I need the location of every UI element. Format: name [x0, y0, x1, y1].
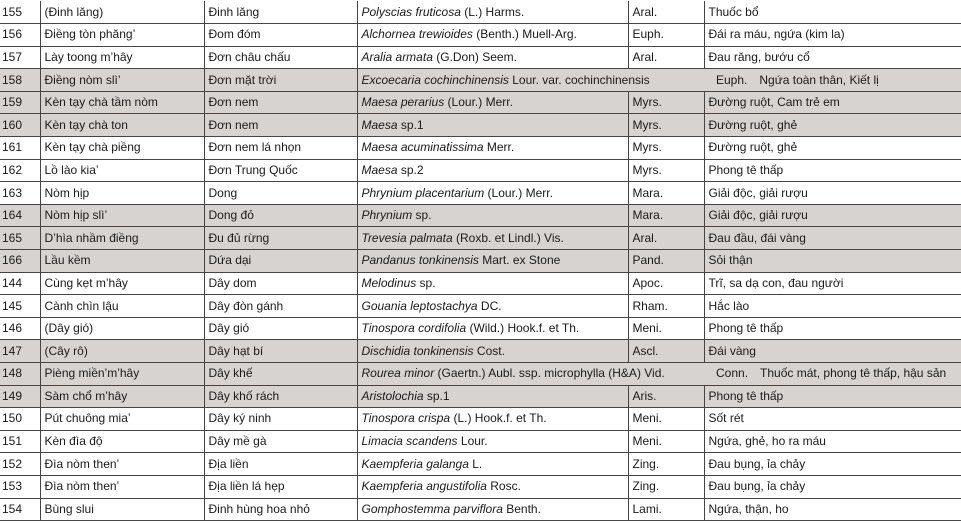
species-name: Maesa perarius	[361, 95, 445, 110]
species-author: (Roxb. et Lindl.) Vis.	[452, 230, 564, 245]
family: Myrs.	[628, 159, 704, 182]
vietnamese-name: Đinh lăng	[204, 1, 357, 24]
species-name: Dischidia tonkinensis	[361, 343, 474, 358]
species-author: sp.	[416, 275, 436, 290]
scientific-name	[357, 317, 628, 340]
scientific-name	[357, 159, 628, 182]
vietnamese-name: Dứa dại	[204, 250, 357, 273]
scientific-name	[357, 272, 628, 295]
table-row	[0, 498, 961, 521]
table-row	[0, 159, 961, 182]
medicinal-use: Đau bụng, ỉa chảy	[704, 453, 961, 476]
species-author: Benth.	[502, 501, 541, 516]
local-name: Nòm hịp	[40, 182, 204, 205]
vietnamese-name: Dây ký ninh	[204, 408, 357, 431]
scientific-name	[357, 475, 628, 498]
scientific-name	[357, 1, 628, 24]
species-author: Rosc.	[486, 479, 521, 494]
plant-table	[0, 1, 961, 521]
row-number: 150	[0, 408, 40, 431]
scientific-name	[357, 182, 628, 205]
vietnamese-name: Dây hạt bí	[204, 340, 357, 363]
table-row	[0, 24, 961, 47]
medicinal-use: Hắc lào	[704, 295, 961, 318]
vietnamese-name: Địa liền lá hẹp	[204, 475, 357, 498]
family: Euph.	[628, 24, 704, 47]
species-author: (Gaertn.) Aubl. ssp. microphylla (H&A) Vid.	[434, 366, 665, 381]
species-name: Trevesia palmata	[361, 230, 453, 245]
scientific-name	[357, 137, 628, 160]
row-number: 144	[0, 272, 40, 295]
scientific-name	[357, 24, 628, 47]
local-name: Pút chuông mia’	[40, 408, 204, 431]
medicinal-use: Đau bụng, ỉa chảy	[704, 475, 961, 498]
medicinal-use: Đau răng, bướu cổ	[704, 46, 961, 69]
row-number: 155	[0, 1, 40, 24]
row-number: 154	[0, 498, 40, 521]
species-author: (Benth.) Muell-Arg.	[472, 27, 577, 42]
species-name: Phrynium placentarium	[361, 185, 485, 200]
vietnamese-name: Đơn nem lá nhọn	[204, 137, 357, 160]
scientific-name	[357, 69, 704, 92]
table-row	[0, 204, 961, 227]
row-number: 158	[0, 69, 40, 92]
medicinal-use: Đái vàng	[704, 340, 961, 363]
local-name: Cùng kẹt m’hây	[40, 272, 204, 295]
vietnamese-name: Đinh hùng hoa nhỏ	[204, 498, 357, 521]
species-author: Lour. var. cochinchinensis	[508, 72, 650, 87]
medicinal-use: Đường ruột, ghẻ	[704, 137, 961, 160]
vietnamese-name: Dong	[204, 182, 357, 205]
family: Pand.	[628, 250, 704, 273]
medicinal-use: Giải độc, giải rượu	[704, 182, 961, 205]
scientific-name	[357, 46, 628, 69]
species-name: Rourea minor	[361, 366, 435, 381]
scientific-name	[357, 250, 628, 273]
local-name: Lồ lào kia’	[40, 159, 204, 182]
scientific-name	[357, 114, 628, 137]
table-row	[0, 1, 961, 24]
scientific-name	[357, 295, 628, 318]
row-number: 164	[0, 204, 40, 227]
row-number: 147	[0, 340, 40, 363]
medicinal-use: Phong tê thấp	[704, 317, 961, 340]
medicinal-use: Ngứa toàn thân, Kiết lị	[759, 72, 879, 87]
row-number: 145	[0, 295, 40, 318]
local-name: Điềng nòm slì’	[40, 69, 204, 92]
row-number: 160	[0, 114, 40, 137]
scientific-name	[357, 498, 628, 521]
species-name: Aristolochia	[361, 388, 424, 403]
table-row	[0, 250, 961, 273]
species-author: (L.) Hook.f. et Th.	[450, 411, 547, 426]
row-number: 149	[0, 385, 40, 408]
family: Myrs.	[628, 114, 704, 137]
species-name: Kaempferia angustifolia	[361, 479, 487, 494]
species-name: Polyscias fruticosa	[361, 4, 461, 19]
species-name: Gomphostemma parviflora	[361, 501, 503, 516]
vietnamese-name: Đu đủ rừng	[204, 227, 357, 250]
row-number: 148	[0, 363, 40, 386]
species-author: (G.Don) Seem.	[432, 49, 517, 64]
local-name: Pièng miền’m’hây	[40, 363, 204, 386]
species-name: Aralia armata	[361, 49, 433, 64]
family: Lami.	[628, 498, 704, 521]
family: Conn.	[716, 366, 749, 381]
medicinal-use: Ngứa, ghẻ, ho ra máu	[704, 430, 961, 453]
species-author: DC.	[477, 298, 502, 313]
family: Mara.	[628, 182, 704, 205]
species-name: Limacia scandens	[361, 434, 458, 449]
local-name: (Đinh lăng)	[40, 1, 204, 24]
local-name: Kèn đìa độ	[40, 430, 204, 453]
family: Euph.	[716, 72, 748, 87]
table-row	[0, 475, 961, 498]
medicinal-use: Giải độc, giải rượu	[704, 204, 961, 227]
family: Rham.	[628, 295, 704, 318]
scientific-name	[357, 91, 628, 114]
row-number: 151	[0, 430, 40, 453]
scientific-name	[357, 408, 628, 431]
table-row	[0, 363, 961, 386]
table-body	[0, 1, 961, 521]
row-number: 162	[0, 159, 40, 182]
medicinal-use: Sỏi thận	[704, 250, 961, 273]
row-number: 146	[0, 317, 40, 340]
scientific-name	[357, 363, 704, 386]
species-author: sp.2	[397, 162, 424, 177]
species-name: Phrynium	[361, 208, 413, 223]
row-number: 161	[0, 137, 40, 160]
vietnamese-name: Dây gió	[204, 317, 357, 340]
family: Myrs.	[628, 137, 704, 160]
species-name: Pandanus tonkinensis	[361, 253, 479, 268]
species-author: L.	[468, 456, 483, 471]
row-number: 163	[0, 182, 40, 205]
row-number: 159	[0, 91, 40, 114]
family: Meni.	[628, 317, 704, 340]
family: Meni.	[628, 430, 704, 453]
vietnamese-name: Đơn châu chấu	[204, 46, 357, 69]
scientific-name	[357, 227, 628, 250]
vietnamese-name: Đơn Trung Quốc	[204, 159, 357, 182]
species-name: Melodinus	[361, 275, 417, 290]
table-row	[0, 69, 961, 92]
species-name: Tinospora cordifolia	[361, 321, 467, 336]
scientific-name	[357, 204, 628, 227]
table-row	[0, 272, 961, 295]
row-number: 152	[0, 453, 40, 476]
vietnamese-name: Dây dom	[204, 272, 357, 295]
vietnamese-name: Dây khế	[204, 363, 357, 386]
row-number: 157	[0, 46, 40, 69]
table-row	[0, 317, 961, 340]
table-row	[0, 385, 961, 408]
local-name: Lày toong m’hây	[40, 46, 204, 69]
species-name: Maesa	[361, 117, 398, 132]
table-row	[0, 114, 961, 137]
vietnamese-name: Đơn mặt trời	[204, 69, 357, 92]
vietnamese-name: Đom đóm	[204, 24, 357, 47]
species-author: sp.	[412, 208, 432, 223]
local-name: Điềng tòn phăng’	[40, 24, 204, 47]
local-name: Lầu kềm	[40, 250, 204, 273]
scientific-name	[357, 430, 628, 453]
table-row	[0, 46, 961, 69]
medicinal-use: Đường ruột, ghẻ	[704, 114, 961, 137]
local-name: Đìa nòm then’	[40, 453, 204, 476]
medicinal-use: Sốt rét	[704, 408, 961, 431]
family: Zing.	[628, 453, 704, 476]
local-name: (Dây gió)	[40, 317, 204, 340]
row-number: 156	[0, 24, 40, 47]
table-row	[0, 340, 961, 363]
species-author: Cost.	[473, 343, 505, 358]
family: Aral.	[628, 1, 704, 24]
family: Myrs.	[628, 91, 704, 114]
local-name: Sàm chổ m’hây	[40, 385, 204, 408]
medicinal-use: Đường ruột, Cam trẻ em	[704, 91, 961, 114]
species-name: Tinospora crispa	[361, 411, 451, 426]
family: Aral.	[628, 227, 704, 250]
table-row	[0, 91, 961, 114]
species-author: (Wild.) Hook.f. et Th.	[466, 321, 580, 336]
row-number: 153	[0, 475, 40, 498]
species-name: Gouania leptostachya	[361, 298, 478, 313]
medicinal-use: Phong tê thấp	[704, 159, 961, 182]
medicinal-use: Trĩ, sa dạ con, đau người	[704, 272, 961, 295]
local-name: Kèn tạy chà tầm nòm	[40, 91, 204, 114]
vietnamese-name: Dây mề gà	[204, 430, 357, 453]
table-row	[0, 227, 961, 250]
vietnamese-name: Dong đỏ	[204, 204, 357, 227]
family: Aris.	[628, 385, 704, 408]
scientific-name	[357, 453, 628, 476]
species-author: sp.1	[397, 117, 424, 132]
table-row	[0, 137, 961, 160]
medicinal-use: Đau đầu, đái vàng	[704, 227, 961, 250]
table-row	[0, 408, 961, 431]
family: Apoc.	[628, 272, 704, 295]
table-row	[0, 453, 961, 476]
local-name: (Cây rô)	[40, 340, 204, 363]
local-name: Cành chìn lậu	[40, 295, 204, 318]
family: Ascl.	[628, 340, 704, 363]
species-name: Maesa	[361, 162, 398, 177]
vietnamese-name: Đơn nem	[204, 91, 357, 114]
local-name: Bùng slui	[40, 498, 204, 521]
medicinal-use: Ngứa, thận, ho	[704, 498, 961, 521]
species-name: Alchornea trewioides	[361, 27, 473, 42]
species-author: Merr.	[483, 140, 515, 155]
vietnamese-name: Dây đòn gánh	[204, 295, 357, 318]
species-author: (Lour.) Merr.	[444, 95, 513, 110]
species-author: Lour.	[457, 434, 488, 449]
species-name: Kaempferia galanga	[361, 456, 469, 471]
vietnamese-name: Đơn nem	[204, 114, 357, 137]
medicinal-use: Đái ra máu, ngứa (kim la)	[704, 24, 961, 47]
species-author: (L.) Harms.	[460, 4, 525, 19]
local-name: Đìa nòm then’	[40, 475, 204, 498]
medicinal-use: Thuốc mát, phong tê thấp, hậu sản	[760, 366, 947, 381]
family: Aral.	[628, 46, 704, 69]
scientific-name	[357, 340, 628, 363]
local-name: D’hìa nhầm điềng	[40, 227, 204, 250]
family: Meni.	[628, 408, 704, 431]
table-row	[0, 430, 961, 453]
species-author: Mart. ex Stone	[478, 253, 561, 268]
family-use	[704, 69, 961, 92]
local-name: Nòm hịp slì’	[40, 204, 204, 227]
species-author: sp.1	[423, 388, 450, 403]
species-author: (Lour.) Merr.	[484, 185, 553, 200]
family: Zing.	[628, 475, 704, 498]
species-name: Maesa acuminatissima	[361, 140, 484, 155]
family: Mara.	[628, 204, 704, 227]
species-name: Excoecaria cochinchinensis	[361, 72, 509, 87]
vietnamese-name: Địa liền	[204, 453, 357, 476]
table-row	[0, 295, 961, 318]
family-use	[704, 363, 961, 386]
local-name: Kèn tạy chà ton	[40, 114, 204, 137]
row-number: 165	[0, 227, 40, 250]
table-row	[0, 182, 961, 205]
medicinal-use: Thuốc bổ	[704, 1, 961, 24]
local-name: Kèn tạy chà piềng	[40, 137, 204, 160]
scientific-name	[357, 385, 628, 408]
vietnamese-name: Dây khố rách	[204, 385, 357, 408]
row-number: 166	[0, 250, 40, 273]
medicinal-use: Phong tê thấp	[704, 385, 961, 408]
